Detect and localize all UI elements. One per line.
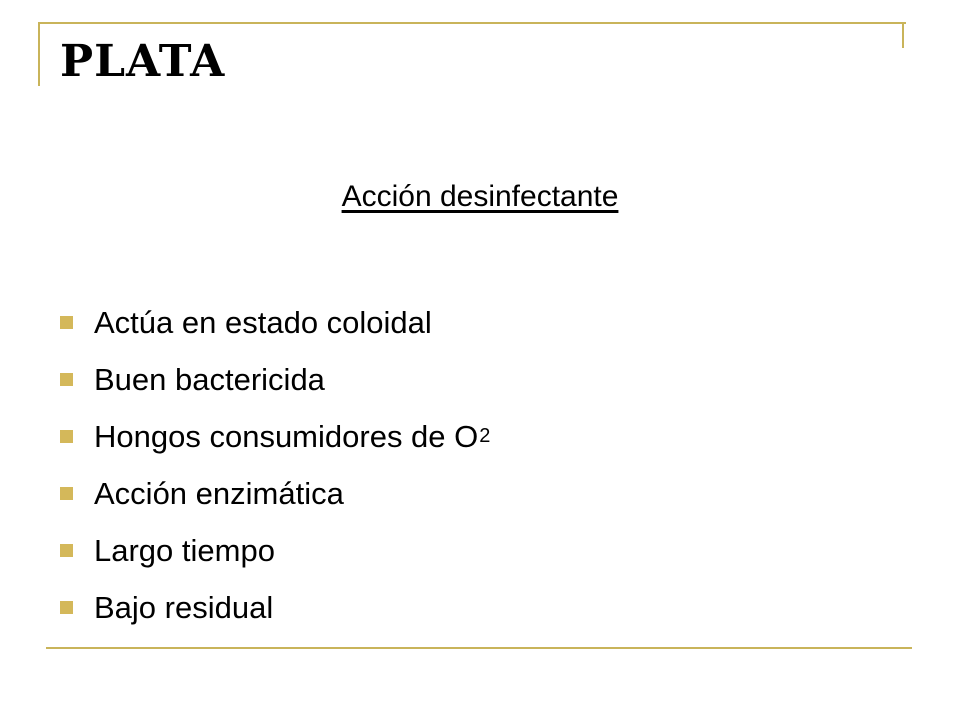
bullet-subscript: 2 <box>479 425 491 447</box>
bullet-text: Bajo residual <box>94 589 274 625</box>
bullet-item <box>60 351 490 408</box>
square-bullet-icon <box>60 601 73 614</box>
slide-subtitle: Acción desinfectante <box>341 180 619 213</box>
bullet-item <box>60 294 490 351</box>
square-bullet-icon <box>60 316 73 329</box>
top-rule <box>38 22 906 24</box>
square-bullet-icon <box>60 487 73 500</box>
bottom-rule <box>46 647 912 649</box>
bullet-text: Hongos consumidores de O <box>94 418 479 454</box>
bullet-text: Buen bactericida <box>94 361 325 397</box>
square-bullet-icon <box>60 544 73 557</box>
bullet-text: Largo tiempo <box>94 532 275 568</box>
bullet-item <box>60 408 490 465</box>
slide-title: PLATA <box>60 36 226 87</box>
right-rule <box>902 22 904 48</box>
bullet-text: Acción enzimática <box>94 475 344 511</box>
left-rule <box>38 22 40 86</box>
bullet-item <box>60 465 490 522</box>
bullet-list <box>60 294 490 636</box>
bullet-text: Actúa en estado coloidal <box>94 304 432 340</box>
bullet-item <box>60 522 490 579</box>
square-bullet-icon <box>60 373 73 386</box>
square-bullet-icon <box>60 430 73 443</box>
bullet-item <box>60 579 490 636</box>
